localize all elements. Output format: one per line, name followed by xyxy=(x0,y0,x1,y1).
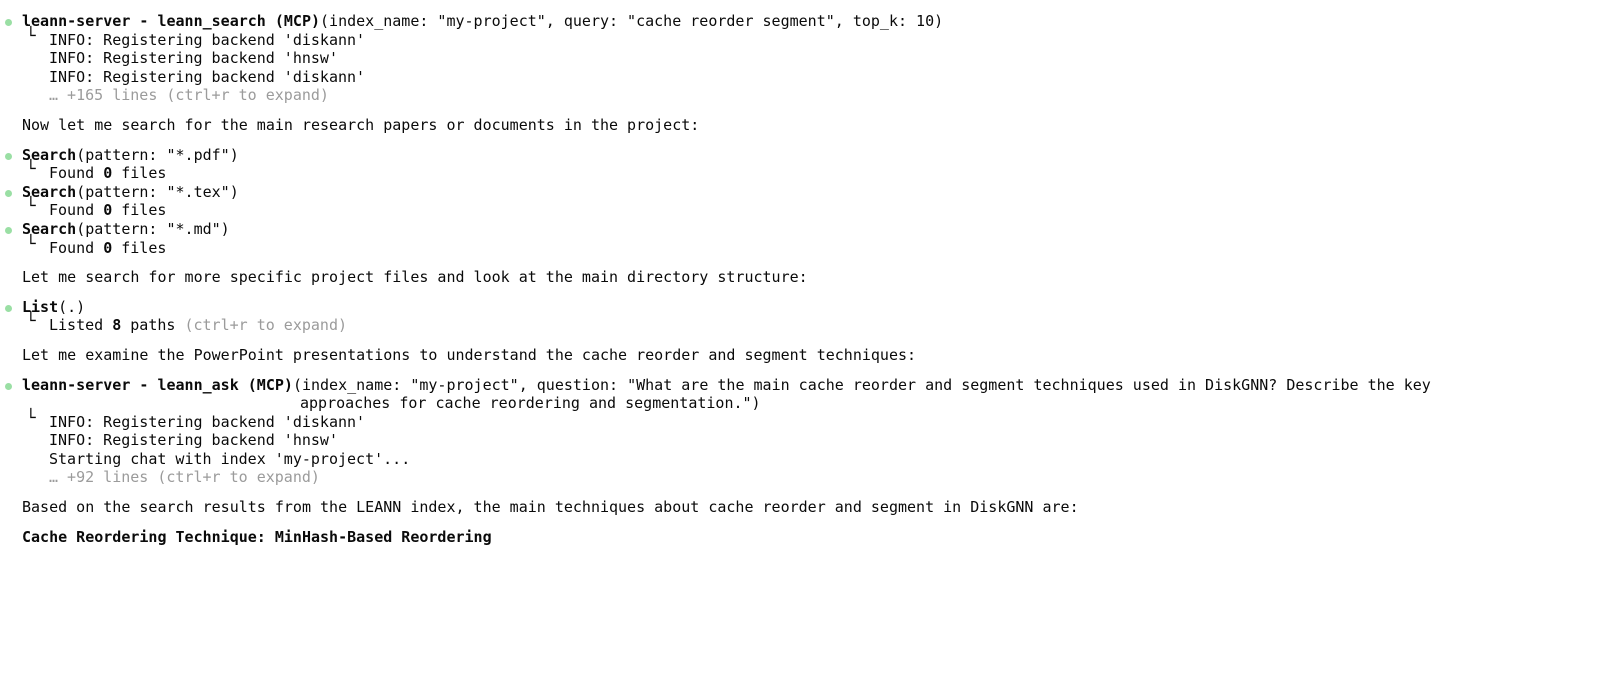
result-line: INFO: Registering backend 'hnsw' xyxy=(49,49,338,68)
status-bullet-icon xyxy=(5,227,12,234)
result-count: 0 xyxy=(103,164,113,183)
tool-result xyxy=(22,316,1600,335)
tool-header xyxy=(22,146,1600,165)
assistant-message xyxy=(0,116,1600,135)
section-heading: Cache Reordering Technique: MinHash-Based Reordering xyxy=(22,527,492,546)
result-line: INFO: Registering backend 'hnsw' xyxy=(49,431,338,450)
tool-result xyxy=(22,239,1600,258)
assistant-message xyxy=(0,346,1600,365)
status-bullet-icon xyxy=(5,190,12,197)
tool-call-leann-search[interactable] xyxy=(0,12,1600,105)
tool-args-label: (.) xyxy=(58,297,86,316)
result-suffix: files xyxy=(112,164,167,183)
assistant-message-text: Based on the search results from the LEANN index, the main techniques about cache reorder and segment in DiskGNN are: xyxy=(22,498,1079,517)
tool-result xyxy=(22,164,1600,183)
expand-hint[interactable]: … +92 lines (ctrl+r to expand) xyxy=(49,468,320,487)
assistant-message xyxy=(0,498,1600,517)
tool-args-label: (index_name: "my-project", question: "What are the main cache reorder and segment techniques used in DiskGNN? Describe the key xyxy=(292,375,1431,394)
status-bullet-icon xyxy=(5,153,12,160)
tool-name-label: leann-server - leann_ask (MCP) xyxy=(22,375,293,394)
tool-result xyxy=(22,201,1600,220)
tool-header xyxy=(22,220,1600,239)
tool-args-continuation: approaches for cache reordering and segmentation.") xyxy=(300,394,761,413)
result-count: 0 xyxy=(103,238,113,257)
tool-name-label: Search xyxy=(22,219,77,238)
tool-args-label: (pattern: "*.tex") xyxy=(76,182,239,201)
status-bullet-icon xyxy=(5,383,12,390)
answer-section xyxy=(0,528,1600,547)
assistant-message-text: Let me examine the PowerPoint presentations to understand the cache reorder and segment techniques: xyxy=(22,345,917,364)
result-suffix: files xyxy=(112,238,167,257)
tool-name-label: leann-server - leann_search (MCP) xyxy=(22,12,321,30)
result-line xyxy=(22,316,1600,335)
result-line xyxy=(22,239,1600,258)
result-suffix: paths xyxy=(121,316,185,335)
tool-args-label: (pattern: "*.md") xyxy=(76,219,230,238)
result-suffix: files xyxy=(112,201,167,220)
tool-name-label: Search xyxy=(22,145,77,164)
tool-call-search-pdf[interactable] xyxy=(0,146,1600,183)
tool-header xyxy=(22,12,1600,31)
assistant-message xyxy=(0,268,1600,287)
assistant-message-text: Let me search for more specific project files and look at the main directory structure: xyxy=(22,268,808,287)
result-prefix: Found xyxy=(49,238,104,257)
tool-call-search-md[interactable] xyxy=(0,220,1600,257)
tool-header xyxy=(22,183,1600,202)
assistant-message-text: Now let me search for the main research papers or documents in the project: xyxy=(22,115,700,134)
status-bullet-icon xyxy=(5,19,12,26)
result-line: Starting chat with index 'my-project'... xyxy=(49,449,411,468)
tool-header xyxy=(22,298,1600,317)
result-prefix: Found xyxy=(49,164,104,183)
tool-call-leann-ask[interactable] xyxy=(0,376,1600,488)
result-count: 8 xyxy=(112,316,122,335)
tool-name-label: List xyxy=(22,297,59,316)
tool-args-label: (pattern: "*.pdf") xyxy=(76,145,239,164)
tool-args-label: (index_name: "my-project", query: "cache reorder segment", top_k: 10) xyxy=(320,12,944,30)
tool-call-search-tex[interactable] xyxy=(0,183,1600,220)
expand-hint[interactable]: … +165 lines (ctrl+r to expand) xyxy=(49,86,329,105)
result-count: 0 xyxy=(103,201,113,220)
result-line: └ INFO: Registering backend 'diskann' xyxy=(22,31,1600,50)
tool-call-list[interactable] xyxy=(0,298,1600,335)
result-line xyxy=(22,164,1600,183)
result-line: INFO: Registering backend 'diskann' xyxy=(49,67,366,86)
result-line xyxy=(22,201,1600,220)
tool-result xyxy=(22,31,1600,105)
tool-name-label: Search xyxy=(22,182,77,201)
expand-hint[interactable]: (ctrl+r to expand) xyxy=(184,316,348,335)
tool-header xyxy=(22,376,1600,413)
result-prefix: Found xyxy=(49,201,104,220)
result-prefix: Listed xyxy=(49,316,113,335)
tool-result xyxy=(22,413,1600,487)
result-line: └ INFO: Registering backend 'diskann' xyxy=(22,413,1600,432)
status-bullet-icon xyxy=(5,305,12,312)
